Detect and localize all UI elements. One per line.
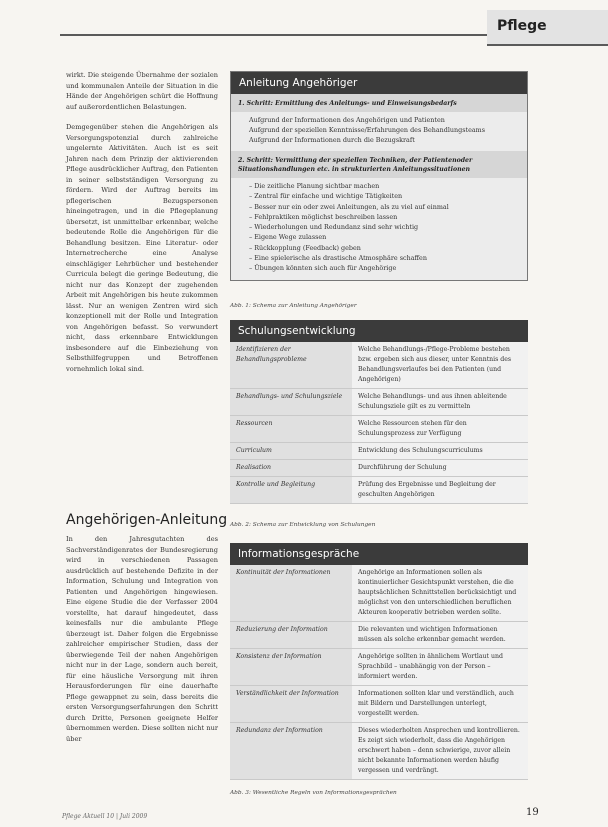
row-value: Die relevanten und wichtigen Informationen müssen als solche erkennbar gemacht werden. — [352, 622, 528, 649]
row-value: Prüfung des Ergebnisse und Begleitung der geschulten Angehörigen — [352, 477, 528, 504]
list-item: – Eigene Wege zulassen — [249, 233, 327, 242]
table-row — [230, 649, 528, 686]
box-title: Anleitung Angehöriger — [231, 72, 527, 94]
paragraph: Demgegenüber stehen die Angehörigen als Versorgungspotenzial durch zahlreiche ungelernte Aktivitäten. Auch ist es seit Jahren nach dem Prinzip der aktivierenden Pflege ausdrücklicher Auftrag, den Patienten in seiner selbstständigen Versorgung zu fördern. Wird der Auftrag bereits im pflegerischen Bezugspersonen hineingetragen, und in die Pflegeplanung übersetzt, ist unmittelbar erkennbar, welche bedeutende Rolle die Angehörigen für die Behandlung besitzen. Eine Literatur- oder Internetrecherche eine Analyse einschlägiger Lehrbücher und bestehender Curricula belegt die geringe Bedeutung, die nicht nur das Konzept der zugehenden Arbeit mit Angehörigen bis heute zukommen lässt. Nur an wenigen Zentren wird sich konzeptionell mit der Rolle und Integration von Angehörigen befasst. So verwundert nicht, dass erkennbare Entwicklungen insbesondere auf die Einbeziehung von Selbsthilfegruppen und Betroffenen vornehmlich lokal sind. — [66, 123, 218, 373]
table-row — [230, 723, 528, 780]
list-item: – Rückkopplung (Feedback) geben — [249, 243, 361, 252]
section-heading: Angehörigen-Anleitung — [66, 512, 228, 528]
row-key: Konsistenz der Information — [230, 649, 352, 686]
row-key: Ressourcen — [230, 416, 352, 443]
list-item: Aufgrund der speziellen Kenntnisse/Erfahrungen des Behandlungsteams — [249, 126, 486, 134]
list-item: Aufgrund der Informationen durch die Bezugskraft — [249, 136, 415, 144]
row-value: Welche Behandlungs-/Pflege-Probleme bestehen bzw. ergeben sich aus dieser, unter Kenntnis des Behandlungsverlaufes bei den Patienten (und Angehörigen) — [352, 342, 528, 389]
box-information — [230, 543, 528, 780]
information-table — [230, 565, 528, 780]
footer-journal: Pflege Aktuell 10 | Juli 2009 — [62, 813, 148, 820]
row-key: Kontinuität der Informationen — [230, 565, 352, 622]
row-key: Reduzierung der Information — [230, 622, 352, 649]
header-rule — [60, 34, 530, 36]
list-item: – Die zeitliche Planung sichtbar machen — [249, 182, 380, 190]
step-1-title: 1. Schritt: Ermittlung des Anleitungs- und Einweisungsbedarfs — [231, 94, 527, 112]
step-2-title: 2. Schritt: Vermittlung der speziellen Techniken, der Patientenoder Situationshandlungen etc. in strukturierten Anleitungssituationen — [231, 151, 527, 178]
row-value: Durchführung der Schulung — [352, 460, 528, 477]
table-row — [230, 622, 528, 649]
list-item: – Besser nur ein oder zwei Anleitungen, als zu viel auf einmal — [249, 202, 449, 211]
list-item: – Zentral für einfache und wichtige Tätigkeiten — [249, 192, 403, 201]
box-title: Informationsgespräche — [230, 543, 528, 565]
list-item: Aufgrund der Informationen des Angehörigen und Patienten — [249, 116, 445, 124]
step-2-list — [231, 178, 527, 280]
box-anleitung — [230, 71, 528, 281]
row-key: Curriculum — [230, 443, 352, 460]
row-key: Verständlichkeit der Information — [230, 686, 352, 723]
row-value: Informationen sollten klar und verständlich, auch mit Bildern und Darstellungen unterlegt, vorgestellt werden. — [352, 686, 528, 723]
row-value: Angehörige an Informationen sollen als kontinuierlicher Gesichtspunkt verstehen, die die hauptsächlichen Schnittstellen berücksichtigt und möglichst von den unterschiedlichen beruflichen Akteuren kooperativ betrieben werden sollte. — [352, 565, 528, 622]
schulung-table — [230, 342, 528, 504]
left-column-body — [66, 70, 218, 374]
page-number: 19 — [526, 807, 539, 818]
row-key: Kontrolle und Begleitung — [230, 477, 352, 504]
figure-caption: Abb. 1: Schema zur Anleitung Angehöriger — [230, 303, 357, 309]
table-row — [230, 460, 528, 477]
table-row — [230, 565, 528, 622]
row-value: Entwicklung des Schulungscurriculums — [352, 443, 528, 460]
list-item: – Eine spielerische als drastische Atmosphäre schaffen — [249, 254, 427, 263]
paragraph: wirkt. Die steigende Übernahme der sozialen und kommunalen Anteile der Situation in die Hände der Angehörigen schürt die Hoffnung auf außerordentlichen Belastungen. — [66, 71, 218, 111]
table-row — [230, 477, 528, 504]
row-value: Angehörige sollten in ähnlichem Wortlaut und Sprachbild – unabhängig von der Person – informiert werden. — [352, 649, 528, 686]
step-1-list — [231, 112, 527, 151]
table-row — [230, 686, 528, 723]
list-item: – Wiederholungen und Redundanz sind sehr wichtig — [249, 223, 419, 232]
figure-caption: Abb. 2: Schema zur Entwicklung von Schulungen — [230, 522, 376, 528]
table-row — [230, 342, 528, 389]
table-row — [230, 389, 528, 416]
row-key: Behandlungs- und Schulungsziele — [230, 389, 352, 416]
left-column-section-body — [66, 534, 218, 744]
table-row — [230, 443, 528, 460]
box-schulung — [230, 320, 528, 504]
box-title: Schulungsentwicklung — [230, 320, 528, 342]
row-key: Redundanz der Information — [230, 723, 352, 780]
table-row — [230, 416, 528, 443]
row-key: Identifizieren der Behandlungsprobleme — [230, 342, 352, 389]
section-label: Pflege — [497, 18, 547, 34]
row-value: Dieses wiederholten Ansprechen und kontrollieren. Es zeigt sich wiederholt, dass die Angehörigen erschwert haben – denn schwierige, zuvor allein nicht bekannte Informationen werden häufig vergessen und verdrängt. — [352, 723, 528, 780]
figure-caption: Abb. 3: Wesentliche Regeln von Informationsgesprächen — [230, 790, 397, 796]
section-tab — [487, 10, 608, 46]
list-item: – Übungen könnten sich auch für Angehörige — [249, 264, 397, 273]
paragraph: In den Jahresgutachten des Sachverständigenrates der Bundesregierung wird in verschiedenen Passagen ausdrücklich auf bestehende Defizite in der Information, Schulung und Integration von Patienten und Angehörigen hingewiesen. Eine eigene Studie die der Verfasser 2004 vorstellte, hat darauf hingedeutet, dass keinesfalls nur die ambulante Pflege überzeugt ist. Daher folgen die Ergebnisse zahlreicher empirischer Studien, dass der überwiegende Teil der nahen Angehörigen nicht nur in der Lage, sondern auch bereit, für eine häusliche Versorgung mit ihren Herausforderungen für eine dauerhafte Pflege gewappnet zu sein, dass bereits die ersten Versorgungserfahrungen den Schritt durch Dritte, Personen geeignete Helfer übernommen werden. Diese sollten nicht nur über — [66, 535, 218, 743]
list-item: – Fehlpraktiken möglichst beschreiben lassen — [249, 212, 398, 221]
row-key: Realisation — [230, 460, 352, 477]
row-value: Welche Behandlungs- und aus ihnen ableitende Schulungsziele gilt es zu vermitteln — [352, 389, 528, 416]
row-value: Welche Ressourcen stehen für den Schulungsprozess zur Verfügung — [352, 416, 528, 443]
